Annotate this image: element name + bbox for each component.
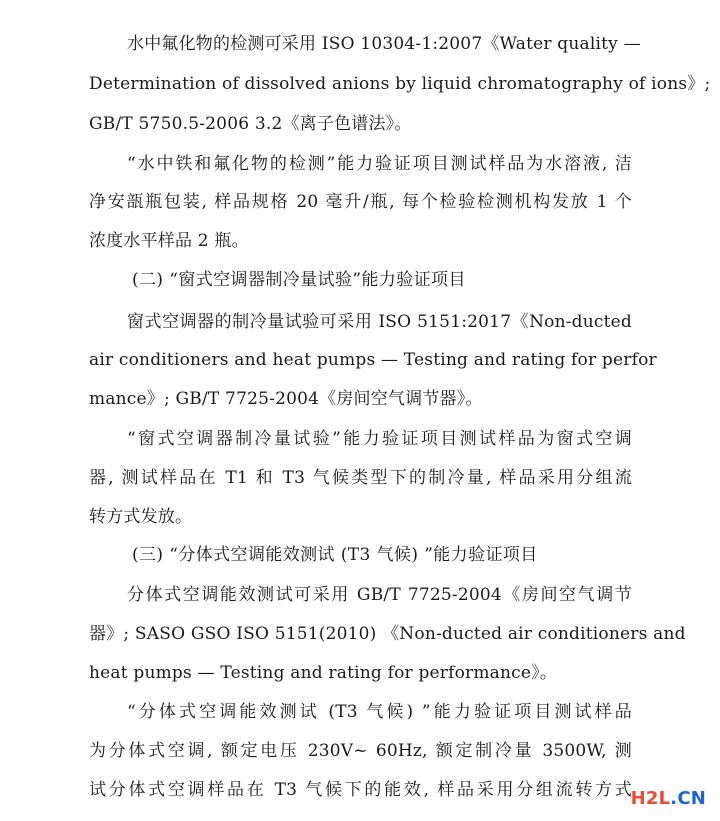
paragraph-3-line-3: mance》; GB/T 7725-2004《房间空气调节器》。: [89, 389, 483, 409]
section-heading-2: (二) “窗式空调器制冷量试验”能力验证项目: [132, 270, 466, 290]
paragraph-4-line-1: “窗式空调器制冷量试验”能力验证项目测试样品为窗式空调: [127, 429, 632, 449]
paragraph-2-line-1: “水中铁和氟化物的检测”能力验证项目测试样品为水溶液, 洁: [127, 154, 632, 174]
paragraph-6-line-1: “分体式空调能效测试 (T3 气候) ”能力验证项目测试样品: [127, 702, 632, 722]
paragraph-2-line-3: 浓度水平样品 2 瓶。: [89, 231, 249, 251]
paragraph-2-line-2: 净安瓿瓶包装, 样品规格 20 毫升/瓶, 每个检验检测机构发放 1 个: [89, 192, 632, 212]
section-heading-3: (三) “分体式空调能效测试 (T3 气候) ”能力验证项目: [132, 545, 538, 565]
paragraph-3-line-1: 窗式空调器的制冷量试验可采用 ISO 5151:2017《Non-ducted: [127, 312, 632, 332]
paragraph-5-line-2: 器》; SASO GSO ISO 5151(2010) 《Non-ducted air conditioners and: [89, 624, 686, 644]
paragraph-3-line-2: air conditioners and heat pumps — Testing and rating for perfor: [89, 350, 657, 370]
paragraph-1-line-1: 水中氟化物的检测可采用 ISO 10304-1:2007《Water quality —: [127, 34, 641, 54]
paragraph-1-line-2: Determination of dissolved anions by liquid chromatography of ions》;: [89, 74, 711, 94]
paragraph-4-line-3: 转方式发放。: [89, 507, 193, 527]
paragraph-1-line-3: GB/T 5750.5-2006 3.2《离子色谱法》。: [89, 114, 412, 134]
paragraph-5-line-1: 分体式空调能效测试可采用 GB/T 7725-2004《房间空气调节: [127, 585, 632, 605]
watermark-h2l: H2L: [630, 788, 671, 809]
paragraph-6-line-2: 为分体式空调, 额定电压 230V~ 60Hz, 额定制冷量 3500W, 测: [89, 741, 632, 761]
paragraph-6-line-3: 试分体式空调样品在 T3 气候下的能效, 样品采用分组流转方式: [89, 780, 632, 800]
watermark-cn: CN: [677, 788, 706, 809]
paragraph-5-line-3: heat pumps — Testing and rating for performance》。: [89, 663, 558, 683]
site-watermark: [631, 788, 706, 809]
paragraph-4-line-2: 器, 测试样品在 T1 和 T3 气候类型下的制冷量, 样品采用分组流: [89, 468, 632, 488]
watermark-dot: .: [670, 788, 678, 809]
